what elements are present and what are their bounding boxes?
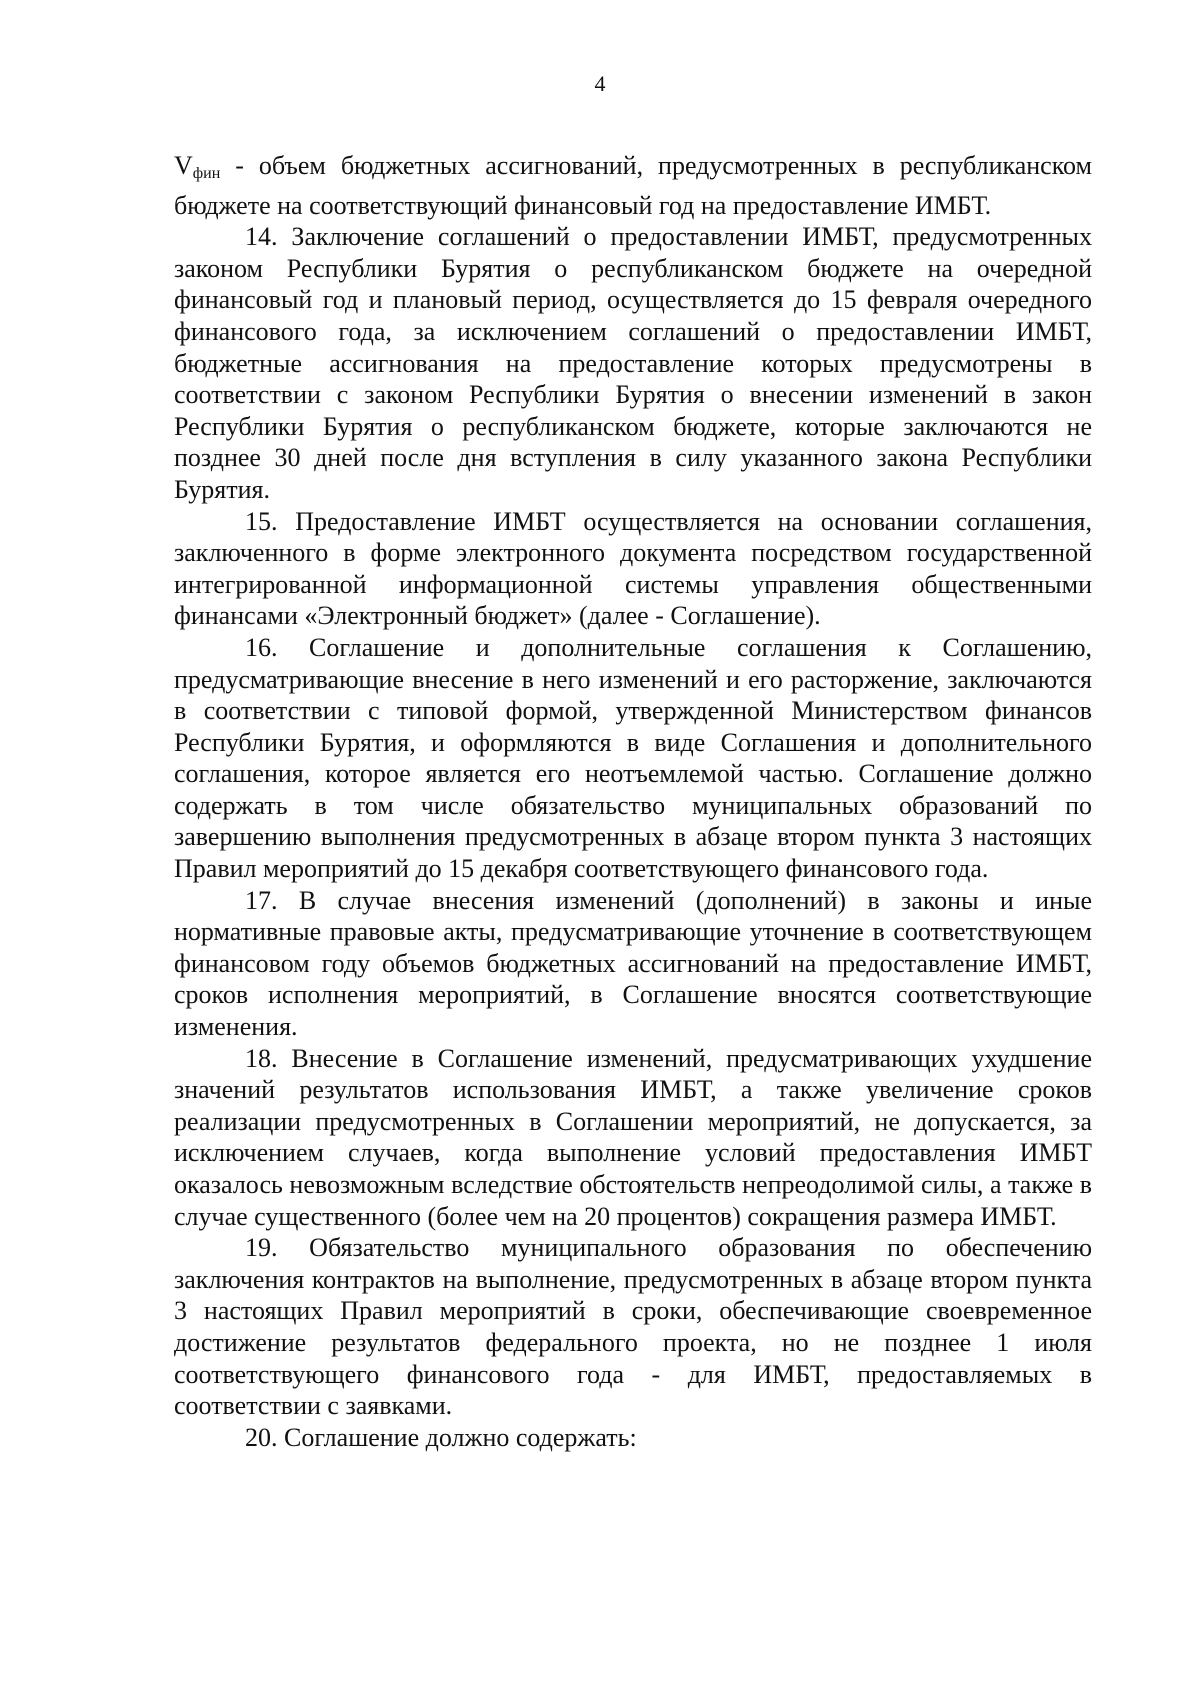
- document-body: [174, 150, 1092, 1453]
- paragraph-20: 20. Соглашение должно содержать:: [245, 1422, 637, 1452]
- symbol-v: V: [174, 151, 193, 180]
- page-number: 4: [594, 71, 606, 96]
- paragraph-15: 15. Предоставление ИМБТ осуществляется на основании соглашения, заключенного в форме электронного документа посредством государственной интегрированной информационной системы управления общественными финансами «Электронный бюджет» (далее - Соглашение).: [174, 506, 1092, 631]
- definition-text: - объем бюджетных ассигнований, предусмотренных в республиканском бюджете на соответствующий финансовый год на предоставление ИМБТ.: [174, 151, 1092, 220]
- paragraph-17: 17. В случае внесения изменений (дополнений) в законы и иные нормативные правовые акты, предусматривающие уточнение в соответствующем финансовом году объемов бюджетных ассигнований на предоставление ИМБТ, сроков исполнения мероприятий, в Соглашение вносятся соответствующие изменения.: [174, 885, 1092, 1042]
- paragraph-14: 14. Заключение соглашений о предоставлении ИМБТ, предусмотренных законом Республики Бурятия о республиканском бюджете на очередной финансовый год и плановый период, осуществляется до 15 февраля очередного финансового года, за исключением соглашений о предоставлении ИМБТ, бюджетные ассигнования на предоставление которых предусмотрены в соответствии с законом Республики Бурятия о внесении изменений в закон Республики Бурятия о республиканском бюджете, которые заключаются не позднее 30 дней после дня вступления в силу указанного закона Республики Бурятия.: [174, 222, 1092, 504]
- paragraph-16: 16. Соглашение и дополнительные соглашения к Соглашению, предусматривающие внесение в него изменений и его расторжение, заключаются в соответствии с типовой формой, утвержденной Министерством финансов Республики Бурятия, и оформляются в виде Соглашения и дополнительного соглашения, которое является его неотъемлемой частью. Соглашение должно содержать в том числе обязательство муниципальных образований по завершению выполнения предусмотренных в абзаце втором пункта 3 настоящих Правил мероприятий до 15 декабря соответствующего финансового года.: [174, 632, 1092, 884]
- paragraph-18: 18. Внесение в Соглашение изменений, предусматривающих ухудшение значений результатов использования ИМБТ, а также увеличение сроков реализации предусмотренных в Соглашении мероприятий, не допускается, за исключением случаев, когда выполнение условий предоставления ИМБТ оказалось невозможным вследствие обстоятельств непреодолимой силы, а также в случае существенного (более чем на 20 процентов) сокращения размера ИМБТ.: [174, 1043, 1092, 1231]
- paragraph-19: 19. Обязательство муниципального образования по обеспечению заключения контрактов на выполнение, предусмотренных в абзаце втором пункта 3 настоящих Правил мероприятий в сроки, обеспечивающие своевременное достижение результатов федерального проекта, но не позднее 1 июля соответствующего финансового года - для ИМБТ, предоставляемых в соответствии с заявками.: [174, 1233, 1092, 1421]
- symbol-subscript: фин: [192, 165, 221, 182]
- paragraph-vfin-definition: [174, 150, 1092, 221]
